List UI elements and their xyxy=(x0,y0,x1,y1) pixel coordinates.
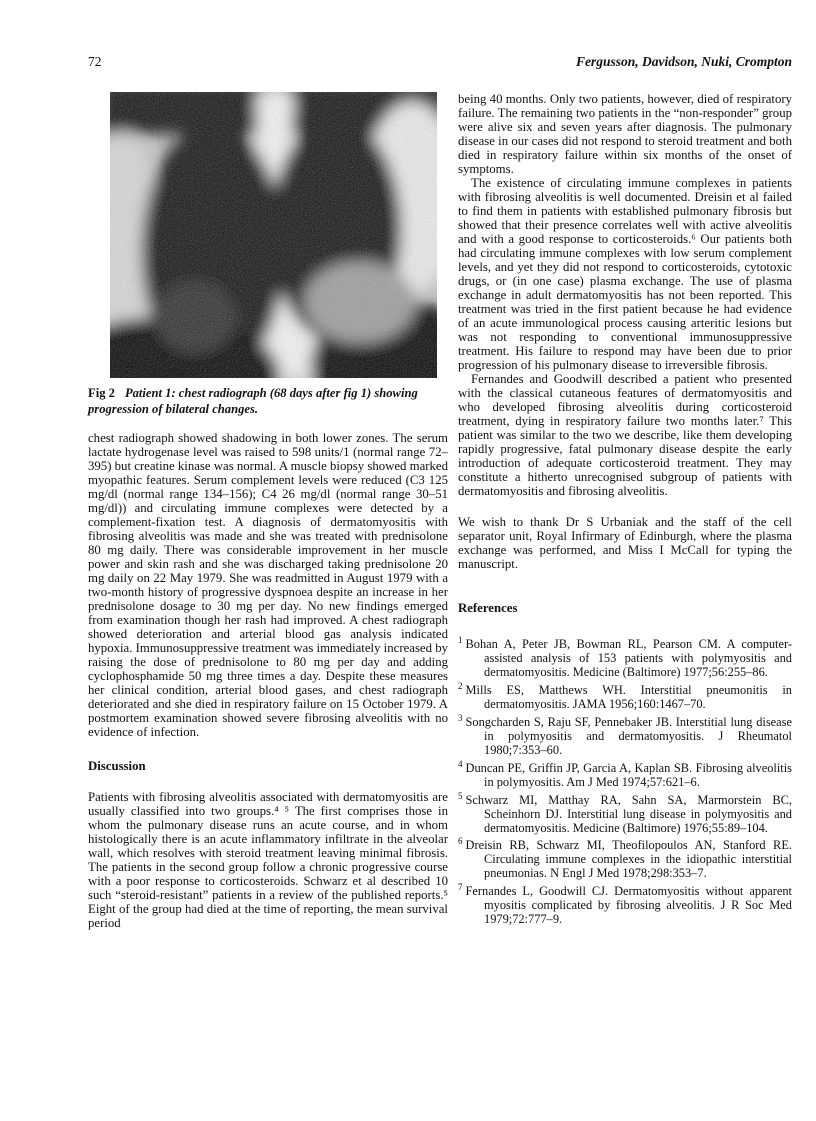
discussion-heading: Discussion xyxy=(88,759,146,773)
xray-illustration xyxy=(110,92,437,378)
figure-label: Fig 2 xyxy=(88,386,115,400)
figure-2 xyxy=(88,92,448,417)
reference-text: Schwarz MI, Matthay RA, Sahn SA, Marmorstein BC, Scheinhorn DJ. Interstitial lung disease in polymyositis and dermatomyositis. Medicine (Baltimore) 1976;55:89–104. xyxy=(465,792,792,835)
case-report-paragraph: chest radiograph showed shadowing in both lower zones. The serum lactate hydrogenase level was raised to 598 units/1 (normal range 72–395) but creatine kinase was normal. A muscle biopsy showed marked myopathic features. Serum complement levels were reduced (C3 125 mg/dl (normal range 134–156); C4 26 mg/dl (normal range 30–51 mg/dl)) and circulating immune complexes were detected by a complement-fixation test. A diagnosis of dermatomyositis with fibrosing alveolitis was made and she was treated with prednisolone 80 mg daily. There was considerable improvement in her muscle power and skin rash and she was discharged taking prednisolone 20 mg daily on 22 May 1979. She was readmitted in August 1979 with a two-month history of progressive dyspnoea despite an increase in her prednisolone dosage to 30 mg per day. No new findings emerged from examination though her rash had improved. A chest radiograph showed deterioration and arterial blood gas analysis indicated hypoxia. Immunosuppressive treatment was immediately increased by raising the dose of prednisolone to 80 mg per day and adding cyclophosphamide 50 mg three times a day. Despite these measures her clinical condition, arterial blood gases, and chest radiograph deteriorated and she died in respiratory failure on 15 October 1979. A postmortem examination showed severe fibrosing alveolitis with no evidence of infection. xyxy=(88,431,449,739)
reference-item xyxy=(458,712,792,758)
reference-number: 6 xyxy=(458,836,463,847)
discussion-paragraph: Patients with fibrosing alveolitis associated with dermatomyositis are usually classified into two groups.⁴ ⁵ The first comprises those in whom the pulmonary disease runs an acute course, and in whom histologically there is an acute inflammatory infiltrate in the alveolar wall, which resolves with steroid treatment leaving minimal fibrosis. The patients in the second group follow a chronic progressive course with a poor response to corticosteroids. Schwarz et al described 10 such “steroid-resistant” patients in a review of the published reports.⁵ Eight of the group had died at the time of reporting, the mean survival period xyxy=(88,790,448,930)
figure-caption xyxy=(88,386,448,417)
fernandes-goodwill-paragraph: Fernandes and Goodwill described a patient who presented with the classical cutaneous features of dermatomyositis and who developed fibrosing alveolitis during corticosteroid treatment, dying in respiratory failure two months later.⁷ This patient was similar to the two we describe, like them developing rapidly progressive, fatal pulmonary disease despite the early introduction of adequate corticosteroid treatment. They may constitute a hitherto unrecognised subgroup of patients with dermatomyositis and fibrosing alveolitis. xyxy=(458,372,792,498)
references-heading: References xyxy=(458,601,518,615)
running-head: Fergusson, Davidson, Nuki, Crompton xyxy=(575,54,792,69)
reference-item xyxy=(458,680,792,712)
references-list xyxy=(458,634,792,927)
reference-number: 4 xyxy=(458,758,463,769)
discussion-continuation-paragraph: being 40 months. Only two patients, however, died of respiratory failure. The remaining two patients in the “non-responder” group were alive six and seven years after diagnosis. The pulmonary disease in our cases did not respond to steroid treatment and both died in respiratory failure within six months of the onset of symptoms. xyxy=(458,92,792,176)
reference-number: 5 xyxy=(458,790,463,801)
acknowledgment-paragraph: We wish to thank Dr S Urbaniak and the staff of the cell separator unit, Royal Infirmary of Edinburgh, where the plasma exchange was performed, and Miss I McCall for typing the manuscript. xyxy=(458,515,792,571)
reference-item xyxy=(458,634,792,680)
reference-item xyxy=(458,758,792,790)
reference-number: 7 xyxy=(458,882,463,893)
reference-number: 3 xyxy=(458,712,463,723)
reference-text: Duncan PE, Griffin JP, Garcia A, Kaplan SB. Fibrosing alveolitis in polymyositis. Am J Med 1974;57:621–6. xyxy=(465,760,792,789)
reference-number: 2 xyxy=(458,680,463,691)
reference-item xyxy=(458,881,792,927)
reference-text: Songcharden S, Raju SF, Pennebaker JB. Interstitial lung disease in polymyositis and dermatomyositis. J Rheumatol 1980;7:353–60. xyxy=(465,714,792,757)
immune-complexes-paragraph: The existence of circulating immune complexes in patients with fibrosing alveolitis is well documented. Dreisin et al failed to find them in patients with established pulmonary fibrosis but showed that their presence correlates well with active alveolitis and with a good response to corticosteroids.⁶ Our patients both had circulating immune complexes with low serum complement levels, and yet they did not respond to corticosteroids, cytotoxic drugs, or (in one case) plasma exchange. The use of plasma exchange in adult dermatomyositis has not been reported. This treatment was tried in the first patient because he had evidence of an acute immunological process causing arteritic lesions but was not responding to conventional immunosuppressive treatment. His failure to respond may have been due to prior progression of his pulmonary disease to irreversible fibrosis. xyxy=(458,176,792,372)
two-column-body xyxy=(88,92,792,930)
reference-text: Dreisin RB, Schwarz MI, Theofilopoulos AN, Stanford RE. Circulating immune complexes in the idiopathic interstitial pneumonias. N Engl J Med 1978;298:353–7. xyxy=(465,838,792,881)
reference-text: Fernandes L, Goodwill CJ. Dermatomyositis without apparent myositis complicated by fibrosing alveolitis. J R Soc Med 1979;72:777–9. xyxy=(465,884,792,927)
right-column xyxy=(458,92,792,927)
page-number: 72 xyxy=(88,54,102,69)
reference-text: Mills ES, Matthews WH. Interstitial pneumonitis in dermatomyositis. JAMA 1956;160:1467–70. xyxy=(465,682,792,711)
left-column xyxy=(88,92,448,930)
reference-item xyxy=(458,835,792,881)
chest-radiograph-image xyxy=(110,92,437,378)
figure-caption-text: Patient 1: chest radiograph (68 days after fig 1) showing progression of bilateral changes. xyxy=(88,386,418,416)
page-header xyxy=(88,54,792,70)
reference-number: 1 xyxy=(458,635,463,645)
reference-item xyxy=(458,790,792,836)
reference-text: Bohan A, Peter JB, Bowman RL, Pearson CM. A computer-assisted analysis of 153 patients with polymyositis and dermatomyositis. Medicine (Baltimore) 1977;56:255–86. xyxy=(465,637,792,679)
